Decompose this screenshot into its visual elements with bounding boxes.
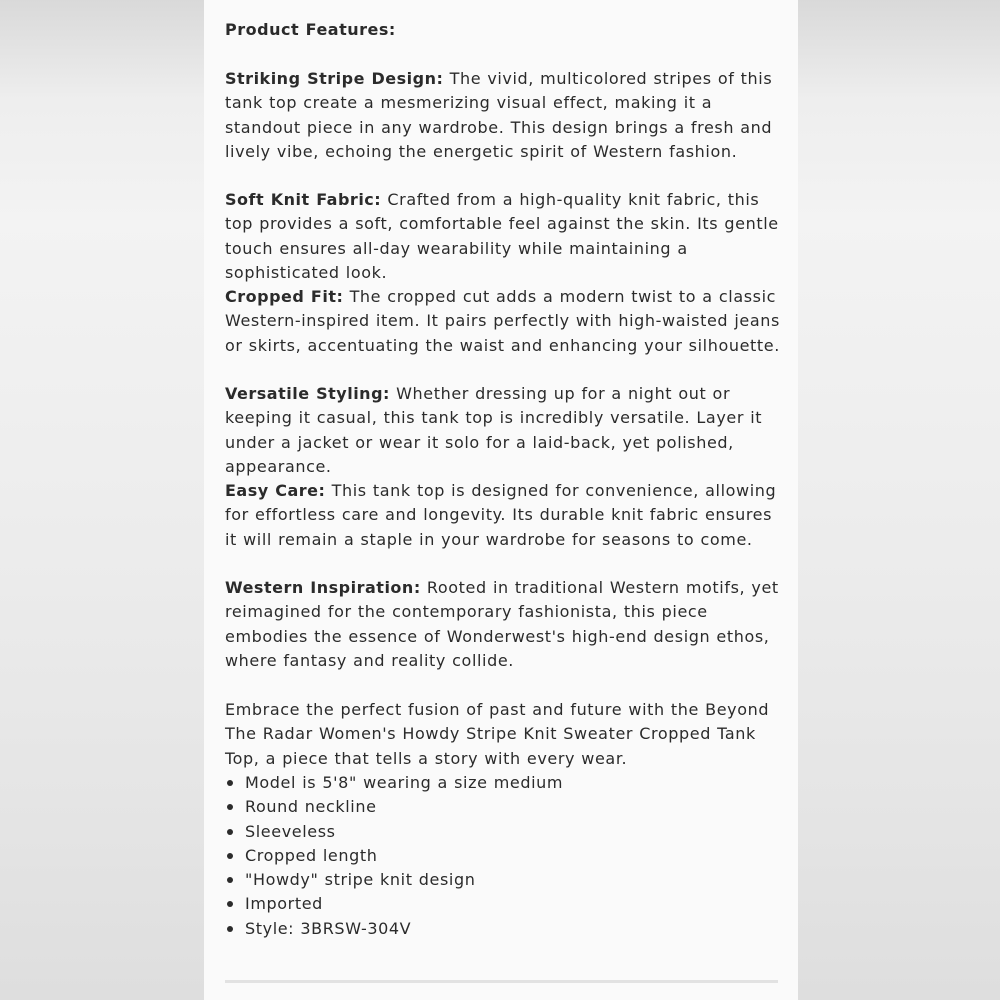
list-item-text: Cropped length (245, 845, 378, 865)
bullet-icon (227, 926, 233, 932)
list-item (225, 795, 781, 819)
feature-paragraph (225, 67, 781, 164)
features-heading: Product Features: (225, 20, 396, 39)
feature-paragraph (225, 382, 781, 479)
list-item (225, 820, 781, 844)
bullet-icon (227, 804, 233, 810)
feature-text: This tank top is designed for convenience, allowing for effortless care and longevity. Its durable knit fabric ensures it will remain a staple in your wardrobe for seasons to come. (225, 481, 777, 549)
list-item-text: Imported (245, 894, 323, 914)
list-item-text: Model is 5'8" wearing a size medium (245, 773, 564, 792)
feature-text: Whether dressing up for a night out or keeping it casual, this tank top is incredibly versatile. Layer it under a jacket or wear it solo for a laid-back, yet polished, appearance. (225, 384, 763, 476)
bullet-icon (227, 877, 233, 883)
list-item-text: "Howdy" stripe knit design (245, 870, 476, 890)
feature-title: Cropped Fit: (225, 287, 344, 306)
bullet-icon (227, 853, 233, 859)
list-item-text: Style: 3BRSW-304V (245, 918, 412, 938)
right-background (798, 0, 1000, 1000)
list-item (225, 892, 781, 916)
feature-paragraph (225, 285, 781, 358)
bullet-icon (227, 901, 233, 907)
list-item-text: Sleeveless (245, 821, 336, 841)
section-divider (225, 980, 778, 983)
feature-paragraph (225, 479, 781, 552)
closing-paragraph: Embrace the perfect fusion of past and future with the Beyond The Radar Women's Howdy Stripe Knit Sweater Cropped Tank Top, a piece that tells a story with every wear. (225, 700, 770, 768)
feature-title: Striking Stripe Design: (225, 69, 444, 88)
feature-title: Versatile Styling: (225, 384, 390, 403)
list-item-text: Round neckline (245, 797, 377, 817)
feature-paragraph (225, 576, 781, 673)
bullet-icon (227, 780, 233, 786)
feature-paragraph (225, 188, 781, 285)
feature-title: Western Inspiration: (225, 578, 421, 597)
left-background (0, 0, 204, 1000)
list-item (225, 771, 781, 795)
feature-text: The cropped cut adds a modern twist to a classic Western-inspired item. It pairs perfectly with high-waisted jeans or skirts, accentuating the waist and enhancing your silhouette. (225, 287, 780, 355)
feature-text: The vivid, multicolored stripes of this tank top create a mesmerizing visual effect, making it a standout piece in any wardrobe. This design brings a fresh and lively vibe, echoing the energetic spirit of Western fashion. (225, 69, 773, 161)
product-description-panel (204, 0, 798, 1000)
feature-text: Crafted from a high-quality knit fabric, this top provides a soft, comfortable feel against the skin. Its gentle touch ensures all-day wearability while maintaining a sophisticated look. (225, 190, 779, 282)
list-item (225, 844, 781, 868)
feature-title: Soft Knit Fabric: (225, 190, 382, 209)
feature-title: Easy Care: (225, 481, 326, 500)
spec-list (225, 771, 781, 941)
feature-text: Rooted in traditional Western motifs, yet reimagined for the contemporary fashionista, this piece embodies the essence of Wonderwest's high-end design ethos, where fantasy and reality collide. (225, 578, 779, 670)
bullet-icon (227, 829, 233, 835)
list-item (225, 917, 781, 941)
list-item (225, 868, 781, 892)
